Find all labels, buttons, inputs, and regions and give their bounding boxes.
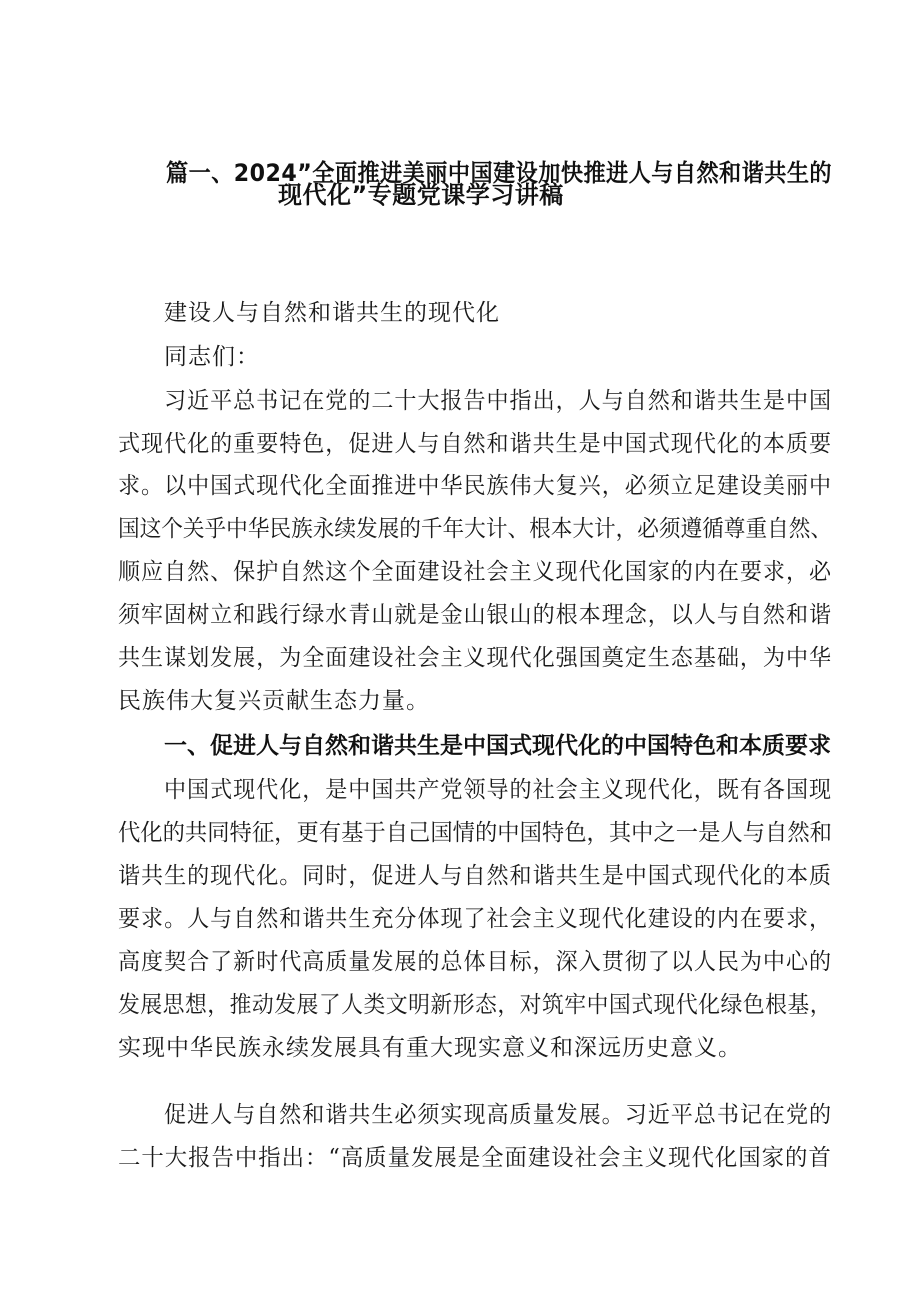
document-title-line-1: 篇一、2024”全面推进美丽中国建设加快推进人与自然和谐共生的: [166, 159, 833, 187]
section-heading: 一、促进人与自然和谐共生是中国式现代化的中国特色和本质要求: [164, 733, 831, 759]
subtitle: 建设人与自然和谐共生的现代化: [164, 300, 500, 326]
paragraph-3-line: 促进人与自然和谐共生必须实现高质量发展。习近平总书记在党的: [164, 1102, 833, 1128]
paragraph-3-line: 二十大报告中指出：“高质量发展是全面建设社会主义现代化国家的首: [118, 1145, 832, 1171]
paragraph-1-line: 式现代化的重要特色，促进人与自然和谐共生是中国式现代化的本质要: [118, 431, 833, 457]
salutation: 同志们：: [164, 344, 260, 370]
paragraph-2-line: 要求。人与自然和谐共生充分体现了社会主义现代化建设的内在要求，: [118, 906, 833, 932]
paragraph-1-line: 习近平总书记在党的二十大报告中指出，人与自然和谐共生是中国: [164, 388, 833, 414]
paragraph-1-line: 共生谋划发展，为全面建设社会主义现代化强国奠定生态基础，为中华: [118, 645, 833, 671]
paragraph-1-line: 国这个关乎中华民族永续发展的千年大计、根本大计，必须遵循尊重自然、: [118, 516, 832, 542]
paragraph-1-line: 顺应自然、保护自然这个全面建设社会主义现代化国家的内在要求，必: [118, 559, 833, 585]
document-title-line-2: 现代化”专题党课学习讲稿: [278, 181, 564, 209]
paragraph-2-line: 实现中华民族永续发展具有重大现实意义和深远历史意义。: [118, 1035, 742, 1061]
paragraph-1-line: 民族伟大复兴贡献生态力量。: [118, 688, 430, 714]
paragraph-2-line: 谐共生的现代化。同时，促进人与自然和谐共生是中国式现代化的本质: [118, 863, 833, 889]
paragraph-2-line: 发展思想，推动发展了人类文明新形态，对筑牢中国式现代化绿色根基，: [118, 992, 833, 1018]
paragraph-2-line: 代化的共同特征，更有基于自己国情的中国特色，其中之一是人与自然和: [118, 820, 832, 846]
paragraph-2-line: 中国式现代化，是中国共产党领导的社会主义现代化，既有各国现: [164, 777, 833, 803]
paragraph-1-line: 须牢固树立和践行绿水青山就是金山银山的根本理念，以人与自然和谐: [118, 602, 833, 628]
paragraph-2-line: 高度契合了新时代高质量发展的总体目标，深入贯彻了以人民为中心的: [118, 949, 833, 975]
paragraph-1-line: 求。以中国式现代化全面推进中华民族伟大复兴，必须立足建设美丽中: [118, 473, 833, 499]
